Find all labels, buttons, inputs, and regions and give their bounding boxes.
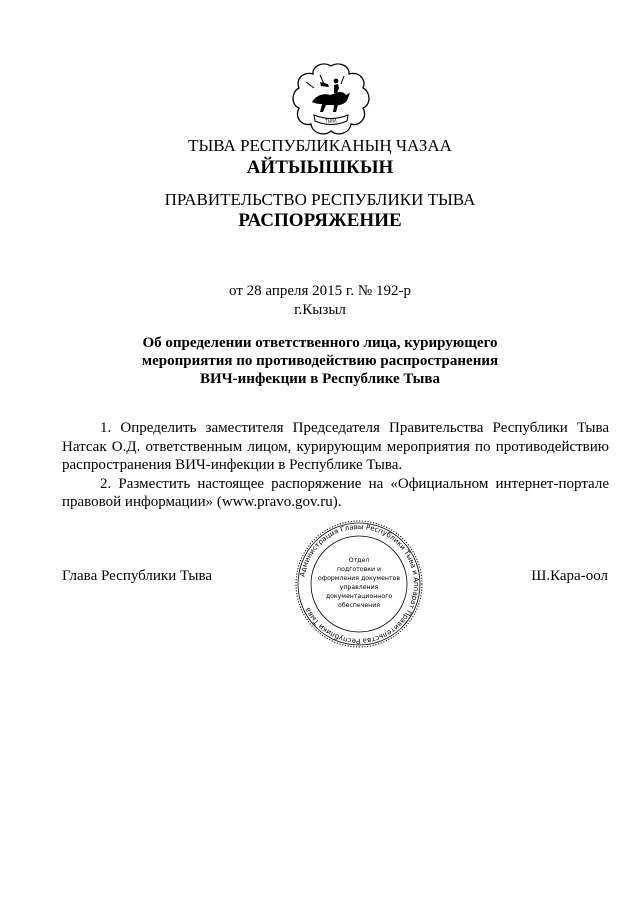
header-tyvan-government: ТЫВА РЕСПУБЛИКАНЫҢ ЧАЗАА bbox=[188, 136, 452, 155]
svg-text:документационного: документационного bbox=[325, 593, 393, 600]
signature-position: Глава Республики Тыва bbox=[62, 568, 213, 584]
title-line: ВИЧ-инфекции в Республике Тыва bbox=[199, 371, 440, 387]
body-paragraph-2: 2. Разместить настоящее распоряжение на «Официальном интернет-портале правовой информации» (www.pravo.gov.ru). bbox=[62, 475, 609, 510]
document-title bbox=[100, 334, 540, 388]
document-body bbox=[62, 419, 609, 512]
svg-text:Отдел: Отдел bbox=[348, 557, 370, 564]
header-russian-government: ПРАВИТЕЛЬСТВО РЕСПУБЛИКИ ТЫВА bbox=[164, 190, 476, 209]
svg-text:обеспечения: обеспечения bbox=[338, 602, 380, 609]
body-paragraph-1: 1. Определить заместителя Председателя Правительства Республики Тыва Натсак О.Д. ответственным лицом, курирующим мероприятия по противодействию распространения ВИЧ-инфекции в Республике Тыва. bbox=[62, 420, 609, 473]
tuva-coat-of-arms-icon bbox=[290, 62, 372, 136]
emblem-ribbon-text: ТЫВА bbox=[325, 118, 337, 124]
svg-text:оформления документов: оформления документов bbox=[318, 575, 400, 582]
header-russian-doctype: РАСПОРЯЖЕНИЕ bbox=[238, 210, 402, 231]
official-seal-stamp bbox=[293, 518, 425, 650]
seal-center-text bbox=[318, 557, 400, 609]
svg-text:управления: управления bbox=[339, 584, 379, 591]
svg-text:подготовки и: подготовки и bbox=[337, 566, 381, 573]
title-line: мероприятия по противодействию распространения bbox=[141, 353, 499, 369]
document-date-number: от 28 апреля 2015 г. № 192-р bbox=[229, 283, 411, 299]
title-line: Об определении ответственного лица, курирующего bbox=[142, 335, 498, 351]
signature-name: Ш.Кара-оол bbox=[531, 568, 608, 584]
header-tyvan-doctype: АЙТЫЫШКЫН bbox=[246, 157, 394, 178]
document-city: г.Кызыл bbox=[294, 302, 346, 318]
seal-ring-text: Администрация Главы Республики Тыва и Аппарат Правительства Республики Тыва bbox=[298, 522, 421, 646]
